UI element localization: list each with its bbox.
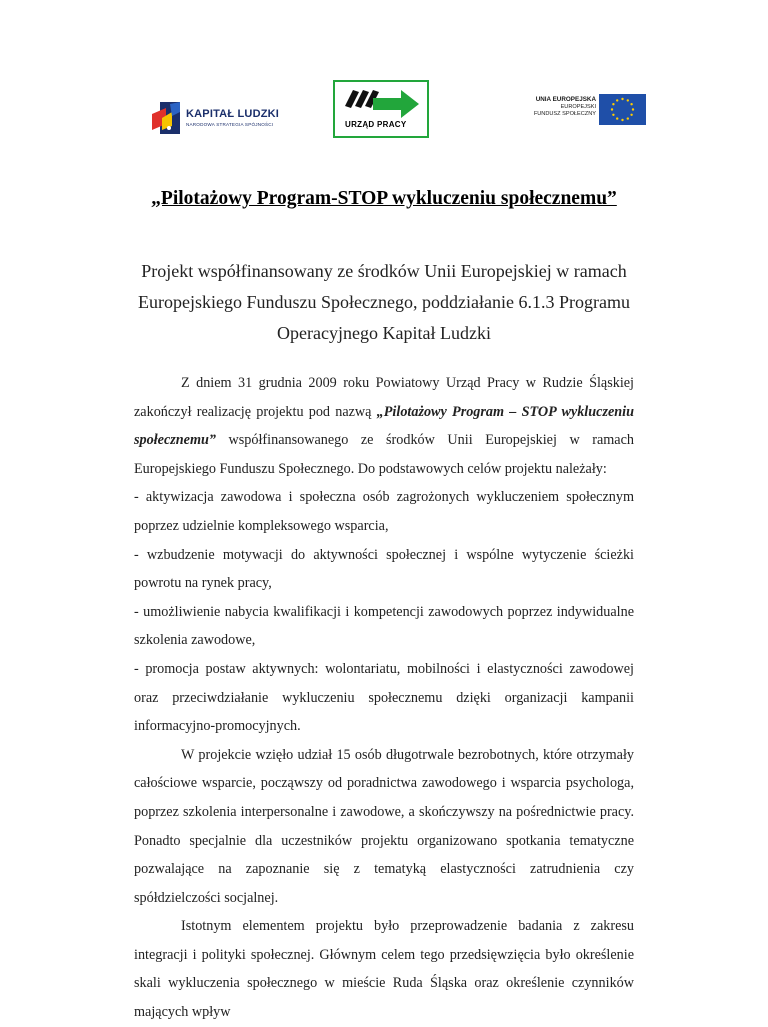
urzad-pracy-logo	[333, 80, 429, 138]
intro-text-after: współfinansowanego ze środków Unii Europejskiej w ramach Europejskiego Funduszu Społecznego. Do podstawowych celów projektu należały:	[134, 432, 634, 477]
participants-paragraph: W projekcie wzięło udział 15 osób długotrwale bezrobotnych, które otrzymały całościowe wsparcie, począwszy od poradnictwa zawodowego i wsparcia psychologa, poprzez szkolenia interpersonalne i zawodowe, a skończywszy na pośrednictwie pracy. Ponadto specjalnie dla uczestników projektu organizowano spotkania tematyczne pozwalające na zapoznanie się z tematyką elastyczności zatrudnienia czy spółdzielczości socjalnej.	[134, 746, 634, 906]
document-title: „Pilotażowy Program-STOP wykluczeniu społecznemu”	[151, 188, 617, 209]
kapital-ludzki-logo	[150, 98, 300, 138]
eu-line-3: FUNDUSZ SPOŁECZNY	[533, 111, 596, 117]
kapital-ludzki-subtitle: NARODOWA STRATEGIA SPÓJNOŚCI	[186, 122, 274, 127]
logo-bar	[0, 80, 768, 140]
project-name: „Pilotażowy Program – STOP wykluczeniu społecznemu”	[134, 403, 634, 449]
eu-line-1: UNIA EUROPEJSKA	[535, 96, 596, 103]
kapital-ludzki-emblem-icon	[150, 98, 184, 138]
document-body	[134, 369, 634, 1027]
eu-line-2: EUROPEJSKI	[560, 104, 596, 110]
urzad-pracy-label: URZĄD PRACY	[345, 120, 407, 129]
document-subtitle: Projekt współfinansowany ze środków Unii Europejskiej w ramach Europejskiego Funduszu Społecznego, poddziałanie 6.1.3 Programu Operacyjnego Kapitał Ludzki	[138, 261, 630, 343]
intro-text-before: Z dniem 31 grudnia 2009 roku Powiatowy Urząd Pracy w Rudzie Śląskiej zakończył realizację projektu pod nazwą	[134, 375, 634, 420]
eu-efs-logo	[516, 94, 646, 128]
research-paragraph: Istotnym elementem projektu było przeprowadzenie badania z zakresu integracji i polityki społecznej. Głównym celem tego przedsięwzięcia było określenie skali wykluczenia społecznego w mieście Ruda Śląska oraz określenie czynników mających wpływ	[134, 918, 634, 1021]
goal-item: - wzbudzenie motywacji do aktywności społecznej i wspólne wytyczenie ścieżki powrotu na rynek pracy,	[134, 546, 634, 592]
goal-item: - promocja postaw aktywnych: wolontariatu, mobilności i elastyczności zawodowej oraz przeciwdziałanie wykluczeniu społecznemu dzięki organizacji kampanii informacyjno-promocyjnych.	[134, 660, 634, 735]
goal-item: - umożliwienie nabycia kwalifikacji i kompetencji zawodowych poprzez indywidualne szkolenia zawodowe,	[134, 603, 634, 649]
intro-paragraph	[134, 369, 634, 483]
goal-item: - aktywizacja zawodowa i społeczna osób zagrożonych wykluczeniem społecznym poprzez udzielnie kompleksowego wsparcia,	[134, 489, 634, 534]
kapital-ludzki-title: KAPITAŁ LUDZKI	[186, 108, 280, 120]
urzad-pracy-emblem-icon	[335, 82, 427, 122]
eu-flag-icon	[599, 94, 646, 125]
